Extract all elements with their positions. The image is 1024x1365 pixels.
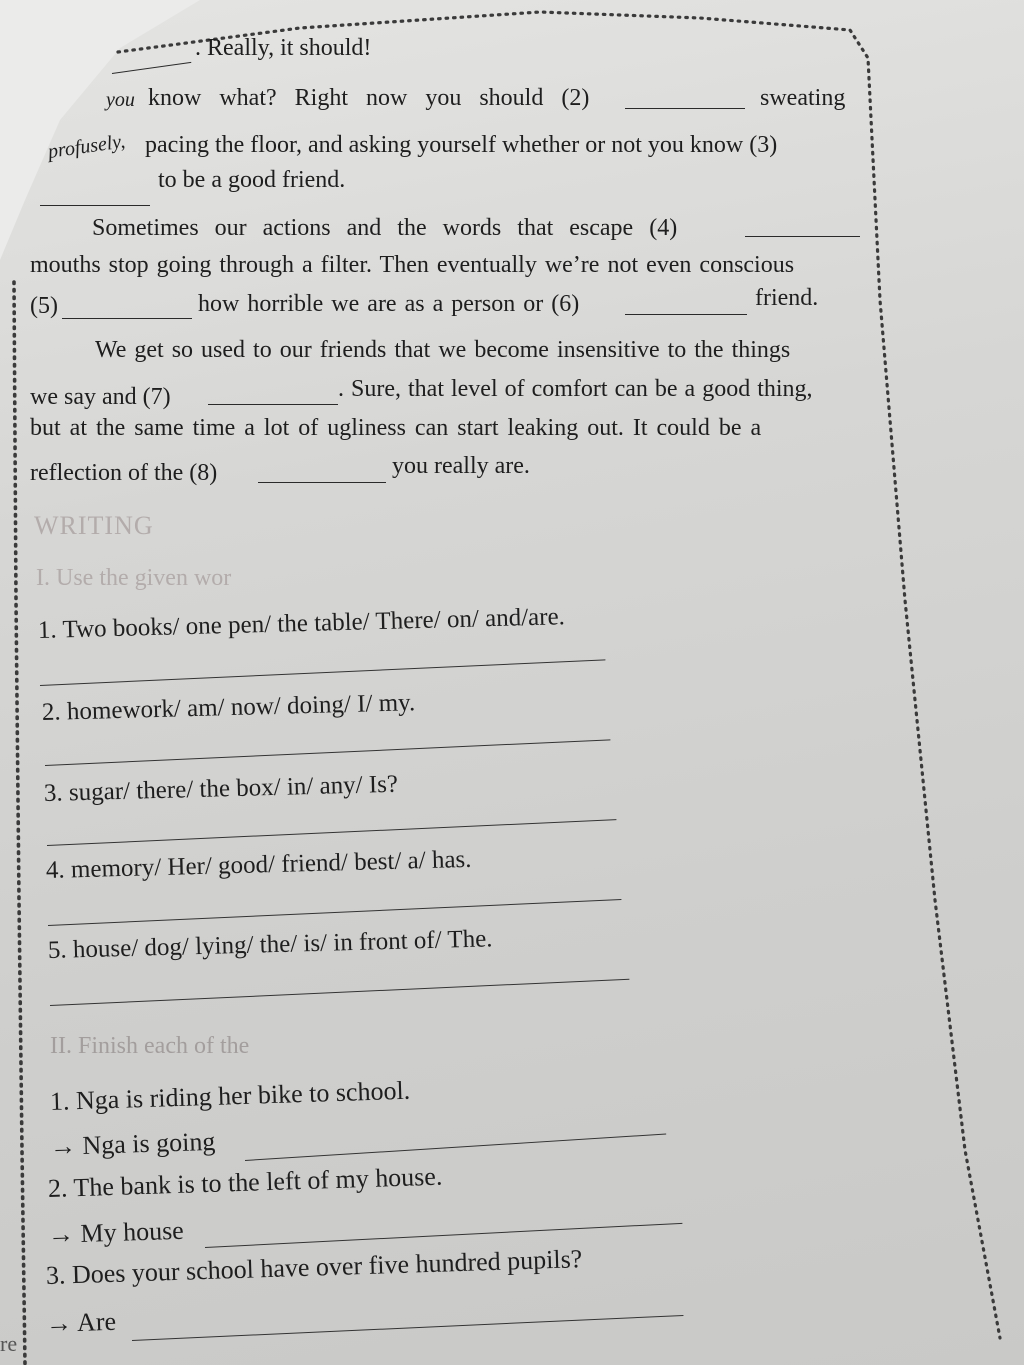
exercise-item: 4. memory/ Her/ good/ friend/ best/ a/ has.	[45, 845, 472, 884]
passage-line: pacing the floor, and asking yourself whether or not you know (3)	[145, 132, 778, 158]
passage-line: friend.	[755, 285, 819, 311]
exercise-instruction: II. Finish each of the	[50, 1033, 250, 1059]
exercise-item: 5. house/ dog/ lying/ the/ is/ in front of/ The.	[47, 925, 493, 964]
exercise-item: 3. sugar/ there/ the box/ in/ any/ Is?	[43, 770, 399, 807]
exercise-instruction: I. Use the given wor	[36, 565, 232, 591]
passage-line: . Sure, that level of comfort can be a good thing,	[338, 376, 813, 402]
answer-blank	[208, 404, 338, 405]
passage-line: know what? Right now you should (2)	[148, 85, 590, 111]
answer-blank	[745, 236, 860, 237]
passage-line: how horrible we are as a person or (6)	[198, 291, 580, 317]
exercise-item: 3. Does your school have over five hundred pupils?	[45, 1244, 583, 1290]
exercise-item: 1. Two books/ one pen/ the table/ There/ on/ and/are.	[37, 603, 566, 644]
dotted-border-left	[14, 282, 25, 1365]
passage-line: but at the same time a lot of ugliness can start leaking out. It could be a	[30, 415, 762, 441]
passage-line: mouths stop going through a filter. Then eventually we’re not even conscious	[30, 252, 795, 278]
passage-line: you really are.	[392, 453, 530, 479]
section-heading: WRITING	[34, 511, 154, 540]
answer-blank	[62, 318, 192, 319]
passage-line: to be a good friend.	[158, 167, 346, 193]
answer-blank	[40, 205, 150, 206]
answer-blank	[625, 108, 745, 109]
answer-blank	[258, 482, 386, 483]
passage-line: Sometimes our actions and the words that escape (4)	[92, 215, 678, 241]
exercise-item: 1. Nga is riding her bike to school.	[49, 1075, 411, 1116]
handwritten-word: you	[106, 89, 135, 111]
passage-line: (5)	[30, 293, 58, 319]
exercise-item: 2. The bank is to the left of my house.	[47, 1161, 443, 1203]
handwritten-word: profusely,	[46, 130, 127, 163]
passage-line: . Really, it should!	[195, 35, 372, 61]
answer-start: → Nga is going	[49, 1126, 216, 1161]
answer-blank	[625, 314, 747, 315]
answer-start: → My house	[47, 1215, 185, 1249]
passage-line: sweating	[760, 85, 846, 111]
exercise-item: 2. homework/ am/ now/ doing/ I/ my.	[41, 689, 416, 726]
edge-text: re	[0, 1331, 18, 1356]
passage-line: We get so used to our friends that we become insensitive to the things	[95, 337, 791, 363]
passage-line: reflection of the (8)	[30, 460, 218, 486]
passage-line: we say and (7)	[30, 384, 171, 410]
answer-start: → Are	[45, 1306, 117, 1338]
